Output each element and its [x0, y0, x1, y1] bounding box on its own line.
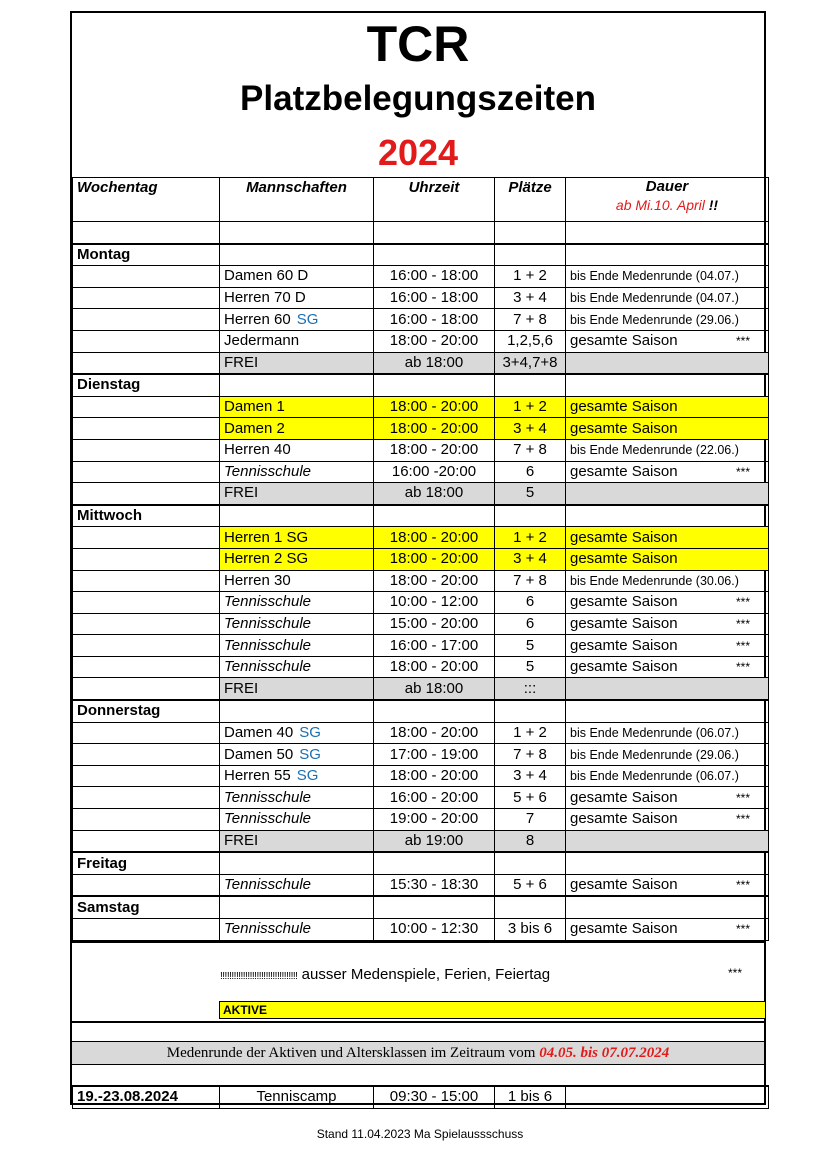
empty-cell — [495, 896, 566, 918]
duration-cell — [566, 874, 769, 896]
duration-cell — [566, 678, 769, 700]
duration-text: gesamte Saison — [570, 398, 678, 416]
sg-badge: SG — [299, 723, 321, 741]
empty-cell — [495, 505, 566, 527]
duration-cell — [566, 809, 769, 831]
stand-note: Stand 11.04.2023 Ma Spielaussschuss — [316, 1127, 524, 1141]
table-row — [73, 266, 769, 288]
duration-cell — [566, 483, 769, 505]
day-cell — [73, 570, 220, 592]
day-cell — [73, 461, 220, 483]
team-cell — [220, 396, 374, 418]
day-cell — [73, 787, 220, 809]
team-name: FREI — [224, 353, 259, 371]
courts-cell: 1,2,5,6 — [495, 330, 566, 352]
team-cell — [220, 418, 374, 440]
table-row — [73, 592, 769, 614]
team-cell — [220, 266, 374, 288]
courts-cell: 7 + 8 — [495, 309, 566, 331]
time-cell: 18:00 - 20:00 — [374, 765, 495, 787]
duration-cell — [566, 635, 769, 657]
empty-cell — [374, 852, 495, 874]
medenrunde-dates: 04.05. bis 07.07.2024 — [539, 1045, 670, 1061]
camp-courts: 1 bis 6 — [495, 1086, 566, 1108]
table-row — [73, 527, 769, 549]
duration-text: gesamte Saison — [570, 593, 678, 611]
duration-text: bis Ende Medenrunde (04.07.) — [570, 269, 739, 284]
time-cell: 18:00 - 20:00 — [374, 418, 495, 440]
table-row — [73, 744, 769, 766]
team-name: Damen 2 — [224, 419, 285, 437]
team-cell — [220, 461, 374, 483]
time-cell: ab 18:00 — [374, 678, 495, 700]
subtitle: Platzbelegungszeiten — [240, 79, 596, 118]
duration-cell — [566, 418, 769, 440]
team-cell — [220, 352, 374, 374]
day-header-row — [73, 374, 769, 396]
empty-cell — [374, 505, 495, 527]
team-cell — [220, 656, 374, 678]
duration-cell — [566, 570, 769, 592]
day-cell — [73, 287, 220, 309]
table-row — [73, 352, 769, 374]
team-name: Damen 1 — [224, 398, 285, 416]
day-header-row — [73, 505, 769, 527]
stars: *** — [735, 464, 750, 479]
stars: *** — [735, 660, 750, 675]
time-cell: 18:00 - 20:00 — [374, 656, 495, 678]
day-header-row — [73, 896, 769, 918]
sg-badge: SG — [299, 745, 321, 763]
legend-label: AKTIVE — [223, 1003, 268, 1017]
team-cell — [220, 592, 374, 614]
legend-aktive — [219, 1001, 766, 1019]
team-name: Tennisschule — [224, 920, 312, 938]
empty-cell — [220, 852, 374, 874]
col-day: Wochentag — [73, 178, 220, 222]
medenrunde-text: Medenrunde der Aktiven und Altersklassen im Zeitraum vom — [166, 1045, 536, 1061]
table-row — [73, 656, 769, 678]
camp-row — [73, 1086, 769, 1108]
time-cell: 18:00 - 20:00 — [374, 570, 495, 592]
camp-table — [72, 1085, 769, 1109]
duration-mark: !! — [708, 197, 719, 213]
duration-text: bis Ende Medenrunde (29.06.) — [570, 312, 739, 327]
team-cell — [220, 613, 374, 635]
duration-text: gesamte Saison — [570, 528, 678, 546]
day-name: Donnerstag — [73, 700, 220, 722]
table-row — [73, 613, 769, 635]
courts-cell: 1 + 2 — [495, 266, 566, 288]
courts-cell: 3+4,7+8 — [495, 352, 566, 374]
stars: *** — [735, 878, 750, 893]
sg-badge: SG — [296, 310, 319, 328]
courts-cell: 5 + 6 — [495, 787, 566, 809]
team-cell — [220, 787, 374, 809]
duration-note: ab Mi.10. April — [615, 197, 705, 213]
spacer — [72, 1021, 764, 1041]
duration-text: gesamte Saison — [570, 614, 678, 632]
empty-cell — [566, 700, 769, 722]
time-cell: 15:00 - 20:00 — [374, 613, 495, 635]
team-cell — [220, 483, 374, 505]
team-name: Tennisschule — [224, 636, 312, 654]
team-name: Tennisschule — [224, 658, 312, 676]
duration-cell — [566, 309, 769, 331]
table-row — [73, 330, 769, 352]
table-row — [73, 461, 769, 483]
team-cell — [220, 570, 374, 592]
time-cell: 16:00 - 17:00 — [374, 635, 495, 657]
day-cell — [73, 635, 220, 657]
duration-text: bis Ende Medenrunde (06.07.) — [570, 769, 739, 784]
camp-empty — [566, 1086, 769, 1108]
courts-cell: 1 + 2 — [495, 527, 566, 549]
col-duration-label: Dauer — [645, 178, 689, 195]
table-row — [73, 874, 769, 896]
team-name: FREI — [224, 484, 259, 502]
table-row — [73, 570, 769, 592]
time-cell: 16:00 - 18:00 — [374, 266, 495, 288]
day-cell — [73, 527, 220, 549]
duration-cell — [566, 919, 769, 941]
courts-cell: 6 — [495, 461, 566, 483]
courts-cell: 5 — [495, 656, 566, 678]
empty-cell — [495, 852, 566, 874]
duration-cell — [566, 548, 769, 570]
empty-cell — [220, 244, 374, 266]
duration-text: bis Ende Medenrunde (22.06.) — [570, 443, 739, 458]
team-cell — [220, 330, 374, 352]
table-row — [73, 635, 769, 657]
schedule-table — [72, 177, 769, 941]
empty-cell — [495, 374, 566, 396]
duration-text: bis Ende Medenrunde (04.07.) — [570, 291, 739, 306]
day-cell — [73, 396, 220, 418]
empty-cell — [220, 896, 374, 918]
duration-cell — [566, 287, 769, 309]
team-name: Tennisschule — [224, 593, 312, 611]
courts-cell: 5 — [495, 483, 566, 505]
day-cell — [73, 874, 220, 896]
time-cell: 16:00 - 18:00 — [374, 287, 495, 309]
courts-cell: 3 + 4 — [495, 548, 566, 570]
spacer — [72, 1065, 764, 1085]
time-cell: 16:00 - 18:00 — [374, 309, 495, 331]
day-cell — [73, 439, 220, 461]
time-cell: 16:00 - 20:00 — [374, 787, 495, 809]
duration-text: gesamte Saison — [570, 876, 678, 894]
duration-text: gesamte Saison — [570, 550, 678, 568]
time-cell: 18:00 - 20:00 — [374, 439, 495, 461]
camp-dates: 19.-23.08.2024 — [73, 1086, 220, 1108]
courts-cell: ::: — [495, 678, 566, 700]
col-courts: Plätze — [495, 178, 566, 222]
empty-cell — [495, 244, 566, 266]
day-cell — [73, 330, 220, 352]
camp-name: Tenniscamp — [220, 1086, 374, 1108]
duration-text: bis Ende Medenrunde (06.07.) — [570, 725, 739, 740]
duration-cell — [566, 352, 769, 374]
time-cell: ab 19:00 — [374, 830, 495, 852]
table-row — [73, 809, 769, 831]
day-header-row — [73, 852, 769, 874]
team-name: Herren 70 D — [224, 289, 306, 307]
day-cell — [73, 744, 220, 766]
empty-cell — [566, 505, 769, 527]
courts-cell: 1 + 2 — [495, 722, 566, 744]
team-name: Jedermann — [224, 332, 300, 350]
courts-cell: 7 + 8 — [495, 570, 566, 592]
duration-text: bis Ende Medenrunde (30.06.) — [570, 573, 739, 588]
day-name: Dienstag — [73, 374, 220, 396]
team-name: Tennisschule — [224, 810, 312, 828]
empty-cell — [220, 700, 374, 722]
camp-time: 09:30 - 15:00 — [374, 1086, 495, 1108]
empty-cell — [566, 896, 769, 918]
table-row — [73, 287, 769, 309]
day-cell — [73, 592, 220, 614]
team-cell — [220, 722, 374, 744]
time-cell: 18:00 - 20:00 — [374, 396, 495, 418]
footnote — [72, 941, 764, 1021]
stars: *** — [735, 616, 750, 631]
team-name: Tennisschule — [224, 614, 312, 632]
team-name: Tennisschule — [224, 462, 312, 480]
day-name: Freitag — [73, 852, 220, 874]
empty-cell — [566, 244, 769, 266]
footnote-stars: *** — [728, 966, 743, 980]
table-row — [73, 678, 769, 700]
time-cell: 18:00 - 20:00 — [374, 330, 495, 352]
year: 2024 — [377, 132, 459, 173]
team-name: Herren 2 SG — [224, 550, 309, 568]
table-row — [73, 548, 769, 570]
time-cell: 19:00 - 20:00 — [374, 809, 495, 831]
duration-cell — [566, 613, 769, 635]
table-row — [73, 309, 769, 331]
stars: *** — [735, 638, 750, 653]
stars: *** — [735, 790, 750, 805]
day-cell — [73, 418, 220, 440]
day-cell — [73, 656, 220, 678]
time-cell: 18:00 - 20:00 — [374, 548, 495, 570]
day-cell — [73, 309, 220, 331]
day-cell — [73, 722, 220, 744]
courts-cell: 7 — [495, 809, 566, 831]
courts-cell: 3 bis 6 — [495, 919, 566, 941]
team-cell — [220, 919, 374, 941]
table-row — [73, 830, 769, 852]
footer-block — [72, 941, 764, 1109]
table-row — [73, 418, 769, 440]
table-row — [73, 722, 769, 744]
courts-cell: 3 + 4 — [495, 765, 566, 787]
team-cell — [220, 548, 374, 570]
team-cell — [220, 527, 374, 549]
duration-cell — [566, 765, 769, 787]
duration-cell — [566, 592, 769, 614]
stars: *** — [735, 595, 750, 610]
team-name: Herren 55 — [224, 767, 291, 785]
col-teams: Mannschaften — [220, 178, 374, 222]
table-row — [73, 919, 769, 941]
empty-cell — [495, 700, 566, 722]
team-cell — [220, 439, 374, 461]
empty-cell — [374, 244, 495, 266]
time-cell: 18:00 - 20:00 — [374, 527, 495, 549]
table-row — [73, 483, 769, 505]
day-cell — [73, 830, 220, 852]
medenrunde-bar — [72, 1041, 764, 1065]
duration-text: gesamte Saison — [570, 332, 678, 350]
team-cell — [220, 287, 374, 309]
duration-cell — [566, 656, 769, 678]
spacer-row — [73, 222, 769, 244]
day-cell — [73, 548, 220, 570]
stars: *** — [735, 812, 750, 827]
duration-text: gesamte Saison — [570, 462, 678, 480]
courts-cell: 6 — [495, 592, 566, 614]
courts-cell: 5 + 6 — [495, 874, 566, 896]
empty-cell — [374, 374, 495, 396]
team-cell — [220, 744, 374, 766]
duration-text: bis Ende Medenrunde (29.06.) — [570, 747, 739, 762]
duration-cell — [566, 330, 769, 352]
team-name: Damen 40 — [224, 723, 294, 741]
day-header-row — [73, 700, 769, 722]
duration-cell — [566, 787, 769, 809]
stars: *** — [735, 922, 750, 937]
table-row — [73, 765, 769, 787]
footnote-exclaims: !!!!!!!!!!!!!!!!!!!!!!!!!!!!!!!!!! — [220, 971, 298, 982]
empty-cell — [374, 896, 495, 918]
col-duration — [566, 178, 769, 222]
duration-text: gesamte Saison — [570, 920, 678, 938]
team-name: Herren 40 — [224, 441, 291, 459]
time-cell: 18:00 - 20:00 — [374, 722, 495, 744]
schedule-sheet — [70, 11, 766, 1105]
table-row — [73, 439, 769, 461]
day-cell — [73, 809, 220, 831]
team-name: Tennisschule — [224, 876, 312, 894]
title: TCR — [366, 16, 470, 72]
sg-badge: SG — [296, 767, 319, 785]
courts-cell: 7 + 8 — [495, 744, 566, 766]
team-name: Herren 60 — [224, 310, 291, 328]
duration-text: gesamte Saison — [570, 810, 678, 828]
footnote-text: ausser Medenspiele, Ferien, Feiertag — [301, 966, 551, 983]
time-cell: ab 18:00 — [374, 352, 495, 374]
duration-text: gesamte Saison — [570, 658, 678, 676]
time-cell: 10:00 - 12:00 — [374, 592, 495, 614]
day-name: Montag — [73, 244, 220, 266]
courts-cell: 5 — [495, 635, 566, 657]
day-name: Samstag — [73, 896, 220, 918]
time-cell: 16:00 -20:00 — [374, 461, 495, 483]
team-cell — [220, 809, 374, 831]
day-cell — [73, 613, 220, 635]
team-name: FREI — [224, 679, 259, 697]
empty-cell — [220, 374, 374, 396]
courts-cell: 3 + 4 — [495, 287, 566, 309]
team-name: Tennisschule — [224, 788, 312, 806]
day-cell — [73, 678, 220, 700]
duration-cell — [566, 461, 769, 483]
day-cell — [73, 765, 220, 787]
duration-cell — [566, 396, 769, 418]
team-cell — [220, 765, 374, 787]
team-cell — [220, 874, 374, 896]
courts-cell: 7 + 8 — [495, 439, 566, 461]
duration-cell — [566, 527, 769, 549]
day-name: Mittwoch — [73, 505, 220, 527]
team-name: FREI — [224, 831, 259, 849]
table-row — [73, 396, 769, 418]
day-cell — [73, 352, 220, 374]
col-time: Uhrzeit — [374, 178, 495, 222]
time-cell: 15:30 - 18:30 — [374, 874, 495, 896]
table-row — [73, 787, 769, 809]
team-name: Damen 60 D — [224, 267, 309, 285]
team-name: Damen 50 — [224, 745, 294, 763]
time-cell: 10:00 - 12:30 — [374, 919, 495, 941]
duration-text: gesamte Saison — [570, 788, 678, 806]
courts-cell: 6 — [495, 613, 566, 635]
duration-cell — [566, 722, 769, 744]
courts-cell: 1 + 2 — [495, 396, 566, 418]
day-cell — [73, 919, 220, 941]
empty-cell — [374, 700, 495, 722]
duration-text: gesamte Saison — [570, 419, 678, 437]
team-name: Herren 30 — [224, 571, 291, 589]
team-cell — [220, 830, 374, 852]
day-cell — [73, 483, 220, 505]
time-cell: 17:00 - 19:00 — [374, 744, 495, 766]
duration-cell — [566, 439, 769, 461]
day-cell — [73, 266, 220, 288]
day-header-row — [73, 244, 769, 266]
stars: *** — [735, 334, 750, 349]
duration-cell — [566, 744, 769, 766]
empty-cell — [220, 505, 374, 527]
header-row — [73, 178, 769, 222]
duration-cell — [566, 266, 769, 288]
team-cell — [220, 635, 374, 657]
time-cell: ab 18:00 — [374, 483, 495, 505]
duration-text: gesamte Saison — [570, 636, 678, 654]
team-cell — [220, 678, 374, 700]
empty-cell — [566, 852, 769, 874]
team-name: Herren 1 SG — [224, 528, 309, 546]
empty-cell — [566, 374, 769, 396]
duration-cell — [566, 830, 769, 852]
courts-cell: 8 — [495, 830, 566, 852]
courts-cell: 3 + 4 — [495, 418, 566, 440]
team-cell — [220, 309, 374, 331]
